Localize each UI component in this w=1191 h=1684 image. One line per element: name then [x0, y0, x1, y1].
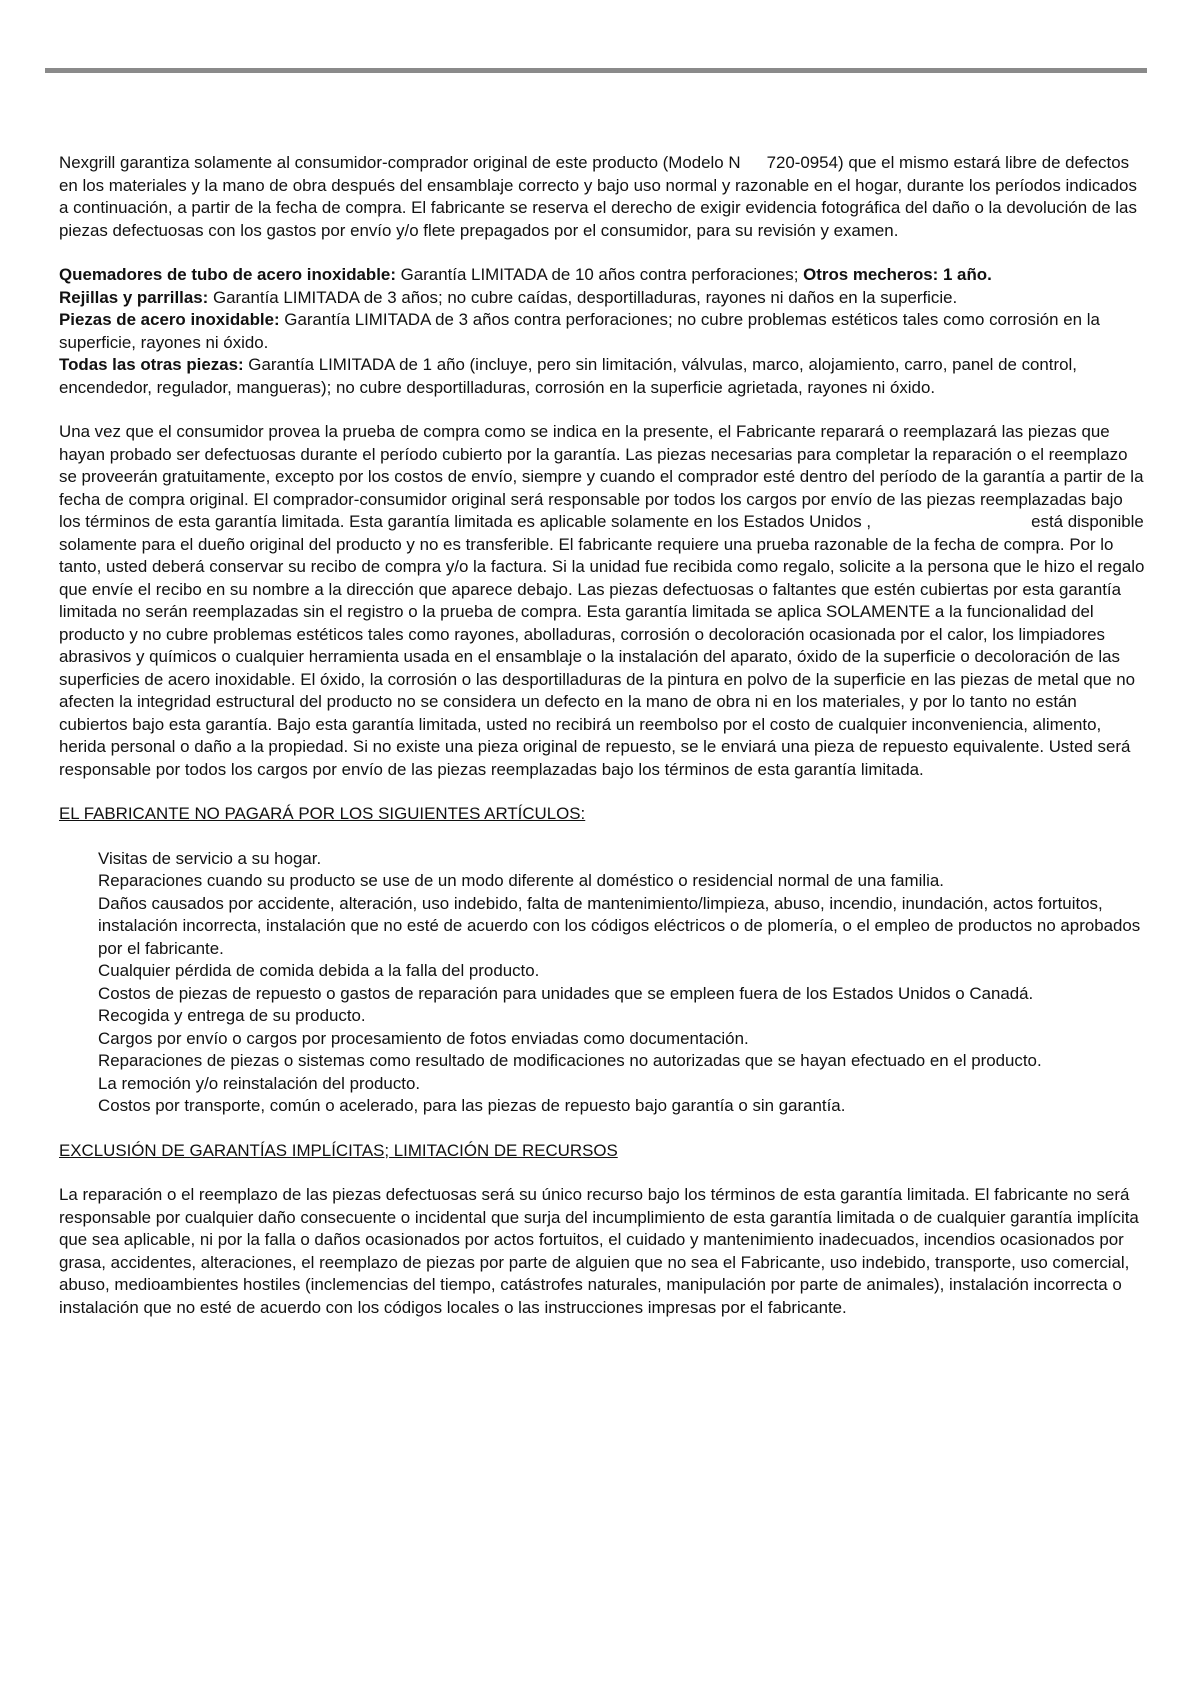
coverage-item: [59, 309, 1145, 354]
list-item: Visitas de servicio a su hogar.: [98, 848, 322, 868]
warranty-document: [59, 152, 1145, 1319]
coverage-text: Garantía LIMITADA de 3 años contra perforaciones; no cubre problemas estéticos tales como corrosión en la superficie, rayones ni óxido.: [59, 310, 1100, 352]
top-divider: [45, 68, 1147, 73]
not-covered-heading: EL FABRICANTE NO PAGARÁ POR LOS SIGUIENTES ARTÍCULOS:: [59, 804, 586, 823]
coverage-text: Garantía LIMITADA de 10 años contra perforaciones;: [395, 265, 804, 284]
list-item: Reparaciones cuando su producto se use de un modo diferente al doméstico o residencial normal de una familia.: [98, 871, 944, 890]
list-item: Costos de piezas de repuesto o gastos de reparación para unidades que se empleen fuera de los Estados Unidos o Canadá.: [98, 983, 1034, 1003]
warranty-terms-end: está disponible solamente para el dueño original del producto y no es transferible. El fabricante requiere una prueba razonable de la fecha de compra. Por lo tanto, usted deberá conservar su recibo de compra y/o la factura. Si la unidad fue recibida como regalo, solicite a la persona que le hizo el regalo que envíe el recibo en su nombre a la dirección que aparece debajo. Las piezas defectuosas o faltantes que estén cubiertas por esta garantía limitada no serán reemplazadas sin el registro o la prueba de compra. Esta garantía limitada se aplica SOLAMENTE a la funcionalidad del producto y no cubre problemas estéticos tales como rayones, abolladuras, corrosión o decoloración ocasionada por el calor, los limpiadores abrasivos y químicos o cualquier herramienta usada en el ensamblaje o la instalación del aparato, óxido de la superficie o decoloración de las superficies de acero inoxidable. El óxido, la corrosión o las desportilladuras de la pintura en polvo de la superficie en las piezas de metal que no afecten la integridad estructural del producto no se considera un defecto en la mano de obra ni en los materiales, y por lo tanto no están cubiertos bajo esta garantía. Bajo esta garantía limitada, usted no recibirá un reembolso por el costo de cualquier inconveniencia, alimento, herida personal o daño a la propiedad. Si no existe una pieza original de repuesto, se le enviará una pieza de repuesto equivalente. Usted será responsable por todos los cargos por envío de las piezas reemplazadas bajo los términos de esta garantía limitada.: [59, 512, 1145, 779]
list-item: Cargos por envío o cargos por procesamiento de fotos enviadas como documentación.: [98, 1028, 749, 1048]
coverage-extra: Otros mecheros: 1 año.: [803, 265, 992, 284]
coverage-label: Quemadores de tubo de acero inoxidable:: [59, 265, 396, 284]
coverage-text: Garantía LIMITADA de 1 año (incluye, pero sin limitación, válvulas, marco, alojamiento, carro, panel de control, encendedor, regulador, mangueras); no cubre desportilladuras, corrosión en la superficie agrietada, rayones ni óxido.: [59, 355, 1077, 397]
list-item: La remoción y/o reinstalación del producto.: [98, 1073, 421, 1093]
coverage-item: [59, 354, 1145, 399]
coverage-list: [59, 264, 1145, 399]
coverage-label: Piezas de acero inoxidable:: [59, 310, 280, 329]
exclusion-paragraph: La reparación o el reemplazo de las piezas defectuosas será su único recurso bajo los términos de esta garantía limitada. El fabricante no será responsable por cualquier daño consecuente o incidental que surja del incumplimiento de esta garantía limitada o de cualquier garantía implícita que sea aplicable, ni por la falla o daños ocasionados por actos fortuitos, el cuidado y mantenimiento inadecuados, incendios ocasionados por grasa, accidentes, alteraciones, el reemplazo de piezas por parte de alguien que no sea el Fabricante, uso indebido, transporte, uso comercial, abuso, medioambientes hostiles (inclemencias del tiempo, catástrofes naturales, manipulación por parte de animales), instalación incorrecta o instalación que no esté de acuerdo con los códigos locales o las instrucciones impresas por el fabricante.: [59, 1185, 1139, 1317]
list-item: Cualquier pérdida de comida debida a la falla del producto.: [98, 961, 540, 980]
intro-text-end: que el mismo estará libre de defectos en los materiales y la mano de obra después del ensamblaje correcto y bajo uso normal y razonable en el hogar, durante los períodos indicados a continuación, a partir de la fecha de compra. El fabricante se reserva el derecho de exigir evidencia fotográfica del daño o la devolución de las piezas defectuosas con los gastos por envío y/o flete prepagados por el consumidor, para su revisión y examen.: [59, 153, 1137, 240]
list-item: Reparaciones de piezas o sistemas como resultado de modificaciones no autorizadas que se hayan efectuado en el producto.: [98, 1051, 1042, 1070]
model-number: 720-0954): [766, 153, 844, 172]
coverage-item: [59, 287, 1145, 310]
coverage-text: Garantía LIMITADA de 3 años; no cubre caídas, desportilladuras, rayones ni daños en la superficie.: [208, 287, 958, 307]
coverage-item: [59, 264, 1145, 287]
warranty-terms-start: Una vez que el consumidor provea la prueba de compra como se indica en la presente, el Fabricante reparará o reemplazará las piezas que hayan probado ser defectuosas durante el período cubierto por la garantía. Las piezas necesarias para completar la reparación o el reemplazo se proveerán gratuitamente, excepto por los costos de envío, siempre y cuando el comprador esté dentro del período de la garantía a partir de la fecha de compra original. El comprador-consumidor original será responsable por todos los cargos por envío de las piezas reemplazadas bajo los términos de esta garantía limitada. Esta garantía limitada es aplicable solamente en los Estados Unidos ,: [59, 422, 1144, 531]
list-item: Recogida y entrega de su producto.: [98, 1006, 366, 1025]
intro-paragraph: [59, 152, 1145, 242]
not-covered-list: [59, 848, 1145, 1118]
list-item: Costos por transporte, común o acelerado, para las piezas de repuesto bajo garantía o sin garantía.: [98, 1096, 846, 1115]
intro-text-start: Nexgrill garantiza solamente al consumidor-comprador original de este producto (Modelo N: [59, 153, 741, 172]
warranty-terms-paragraph: [59, 421, 1145, 781]
coverage-label: Todas las otras piezas:: [59, 355, 244, 374]
coverage-label: Rejillas y parrillas:: [59, 287, 209, 307]
exclusion-heading: EXCLUSIÓN DE GARANTÍAS IMPLÍCITAS; LIMITACIÓN DE RECURSOS: [59, 1140, 618, 1160]
list-item: Daños causados por accidente, alteración, uso indebido, falta de mantenimiento/limpieza, abuso, incendio, inundación, actos fortuitos, instalación incorrecta, instalación que no esté de acuerdo con los códigos eléctricos o de plomería, o el empleo de productos no aprobados por el fabricante.: [98, 893, 1141, 958]
